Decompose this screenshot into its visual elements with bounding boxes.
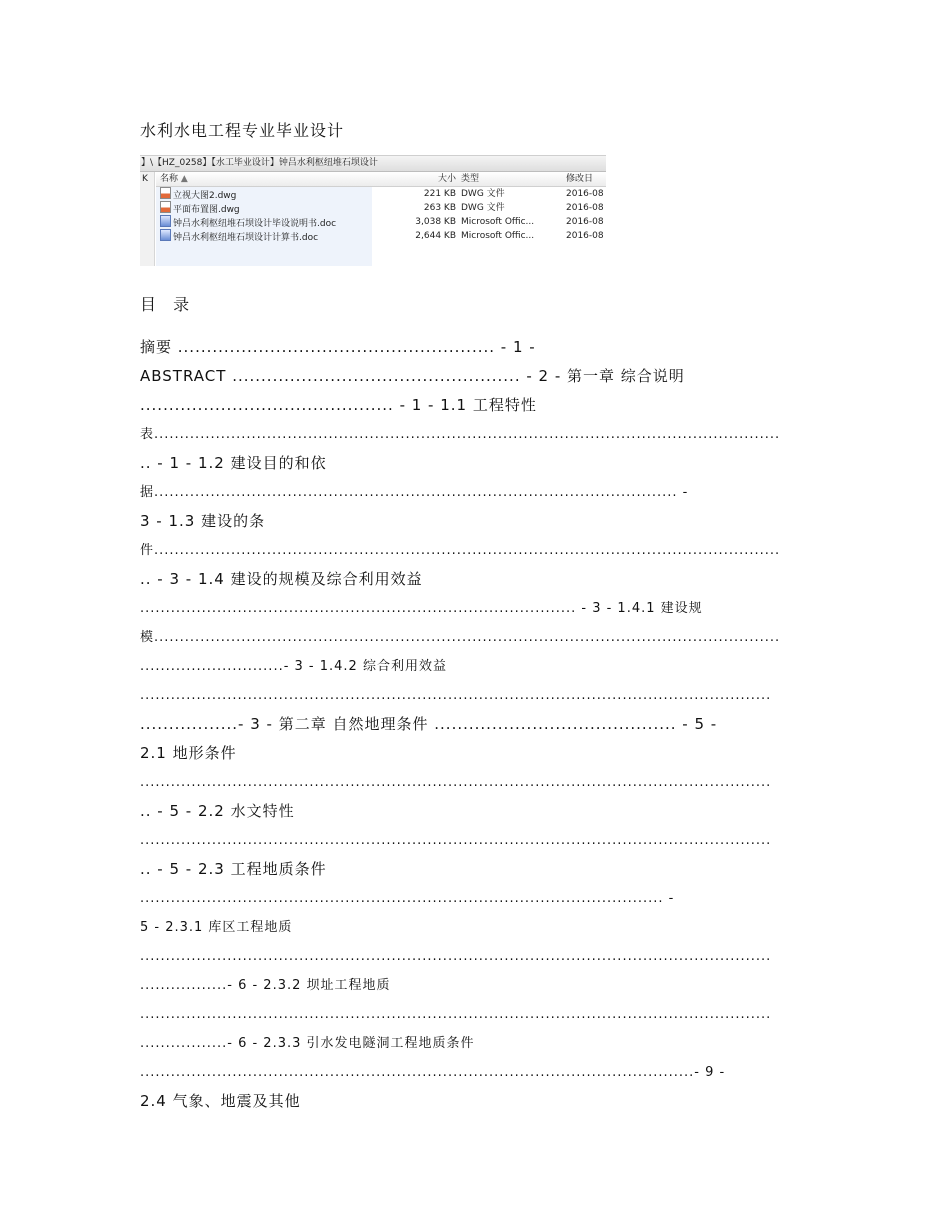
toc-line: 5 - 2.3.1 库区工程地质 [140, 920, 293, 935]
header-type: 类型 [461, 174, 480, 184]
toc-line: .. - 5 - 2.2 水文特性 [140, 802, 295, 820]
file-size: 221 KB [423, 189, 456, 199]
toc-heading: 目 录 [140, 295, 196, 314]
file-explorer-screenshot [140, 155, 606, 266]
toc-line: 模.......................................................................................................................... [140, 630, 781, 645]
file-type: Microsoft Offic... [461, 231, 535, 241]
toc-line: ............................................................................................................- 9 - [140, 1065, 726, 1080]
doc-file-icon [160, 215, 171, 227]
file-list-header [156, 172, 606, 187]
toc-line: ABSTRACT .................................................. - 2 - 第一章 综合说明 [140, 367, 685, 385]
header-size: 大小 [437, 174, 456, 184]
file-date: 2016-08 [566, 189, 604, 199]
table-of-contents [140, 333, 808, 1116]
sort-ascending-icon: ▲ [180, 174, 188, 184]
file-date: 2016-08 [566, 217, 604, 227]
header-name: 名称 ▲ [160, 174, 188, 184]
file-type: Microsoft Offic... [461, 217, 535, 227]
file-row [156, 201, 606, 215]
file-name: 钟吕水利枢纽堆石坝设计毕设说明书.doc [173, 219, 337, 229]
file-name: 钟吕水利枢纽堆石坝设计计算书.doc [173, 233, 319, 243]
toc-line: ...................................................................................................... - [140, 891, 675, 906]
doc-file-icon [160, 229, 171, 241]
toc-line: .................- 3 - 第二章 自然地理条件 .......................................... - 5 - [140, 715, 718, 733]
toc-line: 据...................................................................................................... - [140, 485, 689, 500]
file-date: 2016-08 [566, 231, 604, 241]
explorer-body [140, 172, 606, 266]
toc-line: ........................................................................................................................... [140, 775, 772, 790]
toc-line: 3 - 1.3 建设的条 [140, 512, 266, 530]
toc-line: 摘要 ....................................................... - 1 - [140, 338, 536, 356]
toc-line: 2.4 气象、地震及其他 [140, 1092, 301, 1110]
toc-line: ........................................................................................................................... [140, 949, 772, 964]
file-size: 2,644 KB [415, 231, 456, 241]
toc-line: ..................................................................................... - 3 - 1.4.1 建设规 [140, 601, 703, 616]
toc-line: .................- 6 - 2.3.3 引水发电隧洞工程地质条件 [140, 1036, 475, 1051]
file-row [156, 229, 606, 243]
file-name: 立视大图2.dwg [173, 191, 237, 201]
toc-line: 表.......................................................................................................................... [140, 427, 781, 442]
toc-line: ........................................................................................................................... [140, 688, 772, 703]
explorer-address-bar: 】\【HZ_0258】【水工毕业设计】钟吕水利枢纽堆石坝设计 [140, 156, 606, 172]
file-row [156, 215, 606, 229]
toc-line: 件.......................................................................................................................... [140, 543, 781, 558]
file-row [156, 187, 606, 201]
toc-line: ........................................................................................................................... [140, 833, 772, 848]
file-size: 3,038 KB [415, 217, 456, 227]
explorer-file-list [156, 172, 606, 243]
toc-line: .................- 6 - 2.3.2 坝址工程地质 [140, 978, 391, 993]
toc-line: .. - 5 - 2.3 工程地质条件 [140, 860, 327, 878]
toc-line: 2.1 地形条件 [140, 744, 237, 762]
toc-line: ........................................................................................................................... [140, 1007, 772, 1022]
toc-line: .. - 3 - 1.4 建设的规模及综合利用效益 [140, 570, 423, 588]
file-name: 平面布置图.dwg [173, 205, 240, 215]
file-date: 2016-08 [566, 203, 604, 213]
file-type: DWG 文件 [461, 203, 505, 213]
header-date: 修改日 [566, 174, 594, 184]
document-title: 水利水电工程专业毕业设计 [140, 121, 345, 140]
file-size: 263 KB [423, 203, 456, 213]
dwg-file-icon [160, 187, 171, 199]
explorer-nav-pane [140, 172, 155, 266]
toc-line: ............................................ - 1 - 1.1 工程特性 [140, 396, 537, 414]
file-type: DWG 文件 [461, 189, 505, 199]
toc-line: ............................- 3 - 1.4.2 综合利用效益 [140, 659, 447, 674]
nav-pane-marker: K [142, 174, 148, 184]
dwg-file-icon [160, 201, 171, 213]
toc-line: .. - 1 - 1.2 建设目的和依 [140, 454, 327, 472]
